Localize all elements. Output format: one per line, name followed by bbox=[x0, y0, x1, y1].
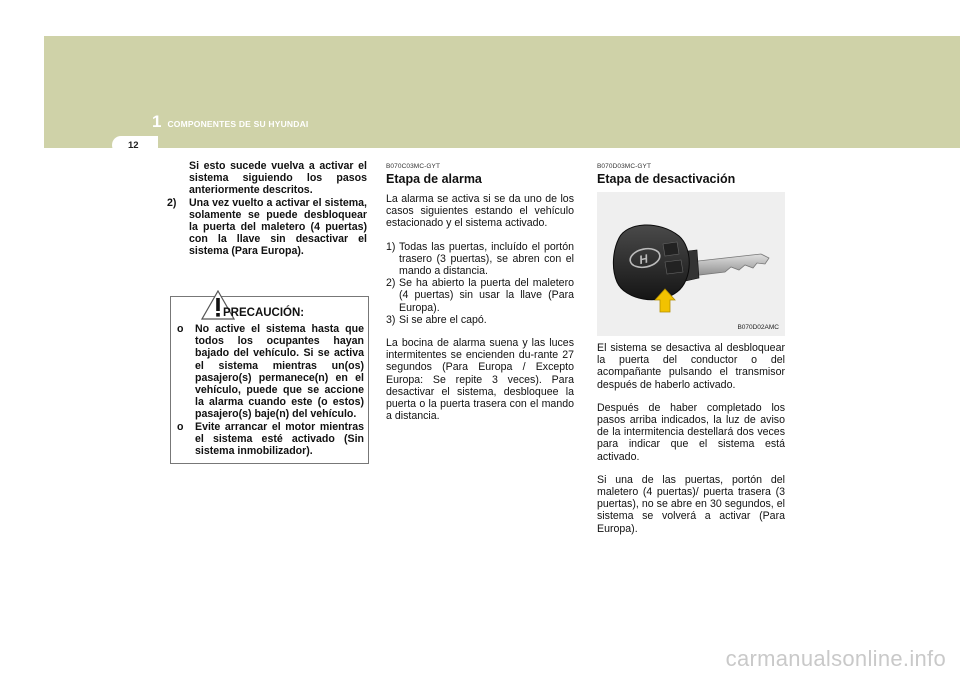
list-item bbox=[386, 241, 574, 278]
deactivation-para-2: Después de haber completado los pasos arriba indicados, la luz de aviso de la intermitencia destellará dos veces para indicar que el sistema está activado. bbox=[597, 401, 785, 463]
section-title-alarm: Etapa de alarma bbox=[386, 172, 482, 186]
list-marker: 2) bbox=[167, 196, 177, 209]
list-item-2 bbox=[167, 197, 367, 258]
list-item-text: Una vez vuelto a activar el sistema, solamente se puede desbloquear la puerta del maletero (4 puertas) con la llave sin desactivar el sistema (Para Europa). bbox=[189, 196, 367, 258]
page-number: 12 bbox=[128, 140, 139, 151]
list-marker: o bbox=[177, 420, 184, 433]
svg-text:H: H bbox=[637, 251, 650, 268]
continued-text: Si esto sucede vuelva a activar el sistema siguiendo los pasos anteriormente descritos. bbox=[189, 160, 367, 197]
watermark: carmanualsonline.info bbox=[725, 646, 946, 671]
remote-key-illustration bbox=[597, 192, 785, 336]
list-marker: 1) bbox=[386, 240, 396, 253]
list-item-text: Todas las puertas, incluído el portón trasero (3 puertas), se abren con el mando a distancia. bbox=[399, 240, 574, 278]
chapter-title: COMPONENTES DE SU HYUNDAI bbox=[167, 119, 309, 129]
warning-item bbox=[177, 323, 364, 421]
list-item bbox=[386, 277, 574, 314]
alarm-intro: La alarma se activa si se da uno de los casos siguientes estando el vehículo estacionado y el sistema activado. bbox=[386, 193, 574, 230]
chapter-number: 1 bbox=[152, 112, 162, 131]
warning-item-text: Evite arrancar el motor mientras el sistema esté activado (Sin sistema inmobilizador). bbox=[195, 420, 364, 458]
deactivation-para-3: Si una de las puertas, portón del maletero (4 puertas)/ puerta trasera (3 puertas), no se abre en 30 segundos, el sistema se volverá a activar (Para Europa). bbox=[597, 473, 785, 535]
warning-item-text: No active el sistema hasta que todos los ocupantes hayan bajado del vehículo. Si se activa el sistema mientras un(os) pasajero(s) permanece(n) en el vehículo, puede que se accione la alarma cuando este (o estos) pasajero(s) baje(n) del vehículo. bbox=[195, 323, 364, 421]
section-title-deactivation: Etapa de desactivación bbox=[597, 172, 736, 186]
alarm-outro: La bocina de alarma suena y las luces intermitentes se encienden du-rante 27 segundos (Para Europa / Excepto Europa: Se repite 3 veces). Para desactivar el sistema, desbloquee la puerta o la puerta trasera con el mando a distancia. bbox=[386, 337, 574, 423]
list-marker: o bbox=[177, 323, 184, 335]
warning-header bbox=[177, 297, 364, 323]
chapter-heading bbox=[152, 112, 308, 132]
warning-box bbox=[170, 296, 369, 464]
list-marker: 3) bbox=[386, 313, 396, 326]
continued-text-block bbox=[167, 160, 367, 197]
column-2 bbox=[386, 160, 574, 433]
key-figure bbox=[597, 192, 785, 336]
section-code: B070D03MC-GYT bbox=[597, 163, 652, 170]
alarm-conditions-list bbox=[386, 241, 574, 326]
column-1 bbox=[167, 160, 367, 258]
warning-title: PRECAUCIÓN: bbox=[223, 307, 305, 319]
column-3 bbox=[597, 160, 785, 193]
list-item bbox=[386, 314, 574, 326]
list-item-text: Se ha abierto la puerta del maletero (4 puertas) sin usar la llave (Para Europa). bbox=[399, 277, 574, 314]
warning-item bbox=[177, 421, 364, 458]
deactivation-para-1: El sistema se desactiva al desbloquear la puerta del conductor o del acompañante pulsando el transmisor después de haberlo activado. bbox=[597, 342, 785, 391]
column-3-body bbox=[597, 342, 785, 546]
list-marker: 2) bbox=[386, 277, 396, 290]
section-code: B070C03MC-GYT bbox=[386, 163, 441, 170]
warning-list bbox=[177, 323, 364, 457]
list-item-text: Si se abre el capó. bbox=[399, 313, 487, 326]
figure-caption: B070D02AMC bbox=[737, 324, 779, 331]
